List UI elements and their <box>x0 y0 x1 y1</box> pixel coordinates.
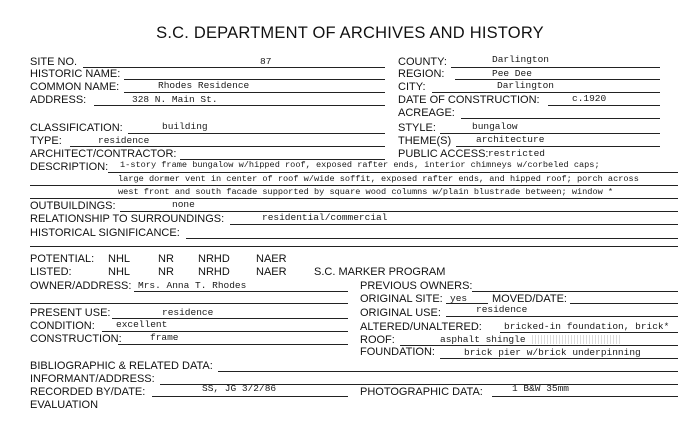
style-value: bungalow <box>472 121 518 132</box>
present-use-value: residence <box>162 307 214 318</box>
moved-date-rule <box>570 303 678 304</box>
outbuildings-value: none <box>172 199 195 210</box>
altered-label: ALTERED/UNALTERED: <box>360 321 482 333</box>
description-line-2: large dormer vent in center of roof w/wide soffit, exposed rafter ends, and hipped roof; porch across <box>118 174 639 184</box>
potential-label: POTENTIAL: <box>30 253 95 265</box>
roof-label: ROOF: <box>360 334 395 346</box>
city-rule <box>432 92 660 93</box>
construction-label: CONSTRUCTION: <box>30 333 122 345</box>
description-label: DESCRIPTION: <box>30 161 109 173</box>
county-value: Darlington <box>492 54 550 65</box>
address-label: ADDRESS: <box>30 94 87 106</box>
listed-nrhd[interactable]: NRHD <box>198 266 230 278</box>
listed-label: LISTED: <box>30 266 72 278</box>
construction-value: frame <box>150 332 179 343</box>
original-use-value: residence <box>476 304 528 315</box>
themes-label: THEME(S) <box>398 135 452 147</box>
region-rule <box>455 79 660 80</box>
owner-value: Mrs. Anna T. Rhodes <box>138 280 247 291</box>
type-value: residence <box>98 135 150 146</box>
common-name-label: COMMON NAME: <box>30 81 120 93</box>
description-line-3: west front and south facade supported by square wood columns w/plain blustrade between; window * <box>118 187 614 197</box>
recorded-rule <box>152 396 348 397</box>
present-use-label: PRESENT USE: <box>30 307 111 319</box>
photographic-rule <box>492 396 678 397</box>
potential-nrhd[interactable]: NRHD <box>198 253 230 265</box>
recorded-value: SS, JG 3/2/86 <box>202 383 277 394</box>
foundation-rule <box>440 358 678 359</box>
condition-rule <box>102 331 348 332</box>
photographic-value: 1 B&W 35mm <box>512 383 570 394</box>
historic-name-label: HISTORIC NAME: <box>30 68 121 80</box>
site-no-rule <box>83 67 385 68</box>
original-use-rule <box>446 316 678 317</box>
owner-label: OWNER/ADDRESS: <box>30 280 132 292</box>
date-of-construction-label: DATE OF CONSTRUCTION: <box>398 94 540 106</box>
region-value: Pee Dee <box>492 68 532 79</box>
condition-label: CONDITION: <box>30 320 95 332</box>
county-label: COUNTY: <box>398 56 447 68</box>
classification-value: building <box>162 121 208 132</box>
site-no-label: SITE NO. <box>30 56 78 68</box>
relationship-label: RELATIONSHIP TO SURROUNDINGS: <box>30 213 225 225</box>
outbuildings-label: OUTBUILDINGS: <box>30 200 116 212</box>
potential-nhl[interactable]: NHL <box>108 253 131 265</box>
owner-rule <box>134 291 348 292</box>
altered-rule <box>500 332 678 333</box>
county-rule <box>451 67 660 68</box>
listed-nhl[interactable]: NHL <box>108 266 131 278</box>
original-use-label: ORIGINAL USE: <box>360 307 441 319</box>
recorded-label: RECORDED BY/DATE: <box>30 386 146 398</box>
city-value: Darlington <box>497 80 555 91</box>
page-title: S.C. DEPARTMENT OF ARCHIVES AND HISTORY <box>156 24 544 42</box>
relationship-value: residential/commercial <box>262 212 388 223</box>
historical-significance-rule <box>186 238 678 239</box>
address-value: 328 N. Main St. <box>132 94 218 105</box>
original-site-value: yes <box>450 293 468 304</box>
listed-naer[interactable]: NAER <box>256 266 287 278</box>
relationship-rule <box>230 224 678 225</box>
owner-rule-2 <box>30 303 348 304</box>
architect-label: ARCHITECT/CONTRACTOR: <box>30 148 177 160</box>
listed-nr[interactable]: NR <box>158 266 174 278</box>
common-name-value: Rhodes Residence <box>158 80 250 91</box>
type-rule <box>70 146 385 147</box>
classification-rule <box>128 133 385 134</box>
section-divider <box>30 246 678 247</box>
photographic-label: PHOTOGRAPHIC DATA: <box>360 386 483 398</box>
evaluation-label: EVALUATION <box>30 399 99 411</box>
date-of-construction-rule <box>548 105 660 106</box>
outbuildings-rule <box>120 211 678 212</box>
themes-value: architecture <box>476 134 545 145</box>
city-label: CITY: <box>398 81 426 93</box>
type-label: TYPE: <box>30 135 62 147</box>
bibliographic-rule <box>218 371 678 372</box>
construction-rule <box>118 344 348 345</box>
roof-smudge <box>530 335 620 344</box>
style-rule <box>440 133 660 134</box>
moved-date-label: MOVED/DATE: <box>492 293 567 305</box>
roof-value: asphalt shingle <box>440 334 526 345</box>
foundation-value: brick pier w/brick underpinning <box>464 347 641 358</box>
potential-nr[interactable]: NR <box>158 253 174 265</box>
foundation-label: FOUNDATION: <box>360 346 435 358</box>
original-site-label: ORIGINAL SITE: <box>360 293 443 305</box>
style-label: STYLE: <box>398 122 436 134</box>
acreage-rule <box>461 118 660 119</box>
themes-rule <box>456 146 660 147</box>
description-line-1: 1-story frame bungalow w/hipped roof, exposed rafter ends, interior chimneys w/corbeled caps; <box>120 160 600 170</box>
region-label: REGION: <box>398 68 445 80</box>
description-rule-1 <box>108 172 678 173</box>
public-access-label: PUBLIC ACCESS: <box>398 148 489 160</box>
bibliographic-label: BIBLIOGRAPHIC & RELATED DATA: <box>30 360 213 372</box>
description-rule-3 <box>30 198 678 199</box>
roof-rule <box>400 345 678 346</box>
informant-label: INFORMANT/ADDRESS: <box>30 373 155 385</box>
previous-owners-rule <box>472 291 678 292</box>
date-of-construction-value: c.1920 <box>572 93 607 104</box>
common-name-rule <box>124 92 385 93</box>
site-no-value: 87 <box>260 56 272 67</box>
historical-significance-label: HISTORICAL SIGNIFICANCE: <box>30 227 180 239</box>
address-rule <box>94 105 385 106</box>
classification-label: CLASSIFICATION: <box>30 122 123 134</box>
acreage-label: ACREAGE: <box>398 107 455 119</box>
altered-value: bricked-in foundation, brick* <box>504 321 670 332</box>
marker-program-label: S.C. MARKER PROGRAM <box>314 266 446 278</box>
condition-value: excellent <box>116 319 168 330</box>
potential-naer[interactable]: NAER <box>256 253 287 265</box>
previous-owners-label: PREVIOUS OWNERS: <box>360 280 473 292</box>
public-access-value: restricted <box>488 148 546 159</box>
description-rule-2 <box>30 185 678 186</box>
